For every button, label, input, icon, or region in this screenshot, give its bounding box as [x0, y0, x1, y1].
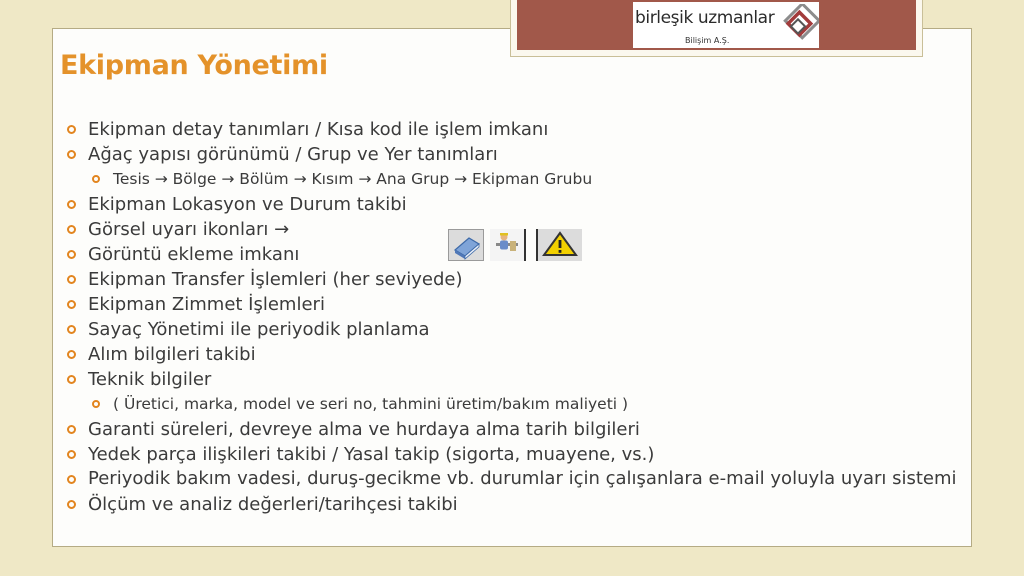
- sub-bullet-item: [60, 167, 960, 192]
- book-icon: [448, 229, 484, 261]
- company-logo: [633, 2, 819, 48]
- bullet-icon: [67, 300, 76, 309]
- bullet-icon: [67, 475, 76, 484]
- bullet-text: Periyodik bakım vadesi, duruş-gecikme vb. durumlar için çalışanlara e-mail yoluyla uyarı sistemi: [88, 468, 957, 489]
- slide-title: Ekipman Yönetimi: [60, 50, 328, 81]
- bullet-icon: [67, 425, 76, 434]
- sub-bullet-text: ( Üretici, marka, model ve seri no, tahmini üretim/bakım maliyeti ): [113, 395, 629, 413]
- bullet-icon: [67, 350, 76, 359]
- bullet-text: Alım bilgileri takibi: [88, 344, 256, 365]
- bullet-icon: [67, 150, 76, 159]
- logo-name: birleşik uzmanlar: [635, 8, 775, 28]
- bullet-icon: [67, 200, 76, 209]
- bullet-list: [60, 117, 960, 517]
- bullet-text: Ölçüm ve analiz değerleri/tarihçesi takibi: [88, 494, 458, 515]
- bullet-icon: [67, 125, 76, 134]
- sub-bullet-text: Tesis → Bölge → Bölüm → Kısım → Ana Grup → Ekipman Grubu: [113, 170, 593, 188]
- sub-bullet-icon: [92, 175, 100, 183]
- bullet-text: Sayaç Yönetimi ile periyodik planlama: [88, 319, 430, 340]
- sub-bullet-item: [60, 392, 960, 417]
- bullet-item: [60, 317, 960, 342]
- bullet-item: [60, 292, 960, 317]
- logo-banner-band: [517, 0, 916, 50]
- bullet-text: Görüntü ekleme imkanı: [88, 244, 300, 265]
- warning-icon: [536, 229, 582, 261]
- sub-bullet-icon: [92, 400, 100, 408]
- bullet-text: Teknik bilgiler: [88, 369, 212, 390]
- bullet-item: [60, 417, 960, 442]
- bullet-item: [60, 117, 960, 142]
- bullet-text: Ekipman Lokasyon ve Durum takibi: [88, 194, 407, 215]
- bullet-text: Ekipman detay tanımları / Kısa kod ile işlem imkanı: [88, 119, 549, 140]
- bullet-icon: [67, 450, 76, 459]
- bullet-item: [60, 467, 960, 492]
- bullet-item: [60, 492, 960, 517]
- logo-subtitle: Bilişim A.Ş.: [685, 36, 730, 45]
- bullet-text: Ağaç yapısı görünümü / Grup ve Yer tanımları: [88, 144, 498, 165]
- bullet-icon: [67, 275, 76, 284]
- logo-banner: [510, 0, 923, 57]
- bullet-item: [60, 342, 960, 367]
- bullet-icon: [67, 375, 76, 384]
- bullet-text: Ekipman Zimmet İşlemleri: [88, 294, 325, 315]
- bullet-icon: [67, 250, 76, 259]
- worker-icon: [490, 229, 526, 261]
- bullet-icon: [67, 325, 76, 334]
- bullet-icon: [67, 500, 76, 509]
- bullet-item: [60, 192, 960, 217]
- bullet-item: [60, 367, 960, 392]
- logo-mark-icon: [777, 4, 819, 46]
- bullet-text: Garanti süreleri, devreye alma ve hurdaya alma tarih bilgileri: [88, 419, 640, 440]
- bullet-text: Görsel uyarı ikonları →: [88, 219, 290, 240]
- bullet-text: Yedek parça ilişkileri takibi / Yasal takip (sigorta, muayene, vs.): [88, 444, 655, 465]
- bullet-item: [60, 142, 960, 167]
- bullet-item: [60, 267, 960, 292]
- bullet-item: [60, 442, 960, 467]
- bullet-icon: [67, 225, 76, 234]
- bullet-text: Ekipman Transfer İşlemleri (her seviyede): [88, 269, 463, 290]
